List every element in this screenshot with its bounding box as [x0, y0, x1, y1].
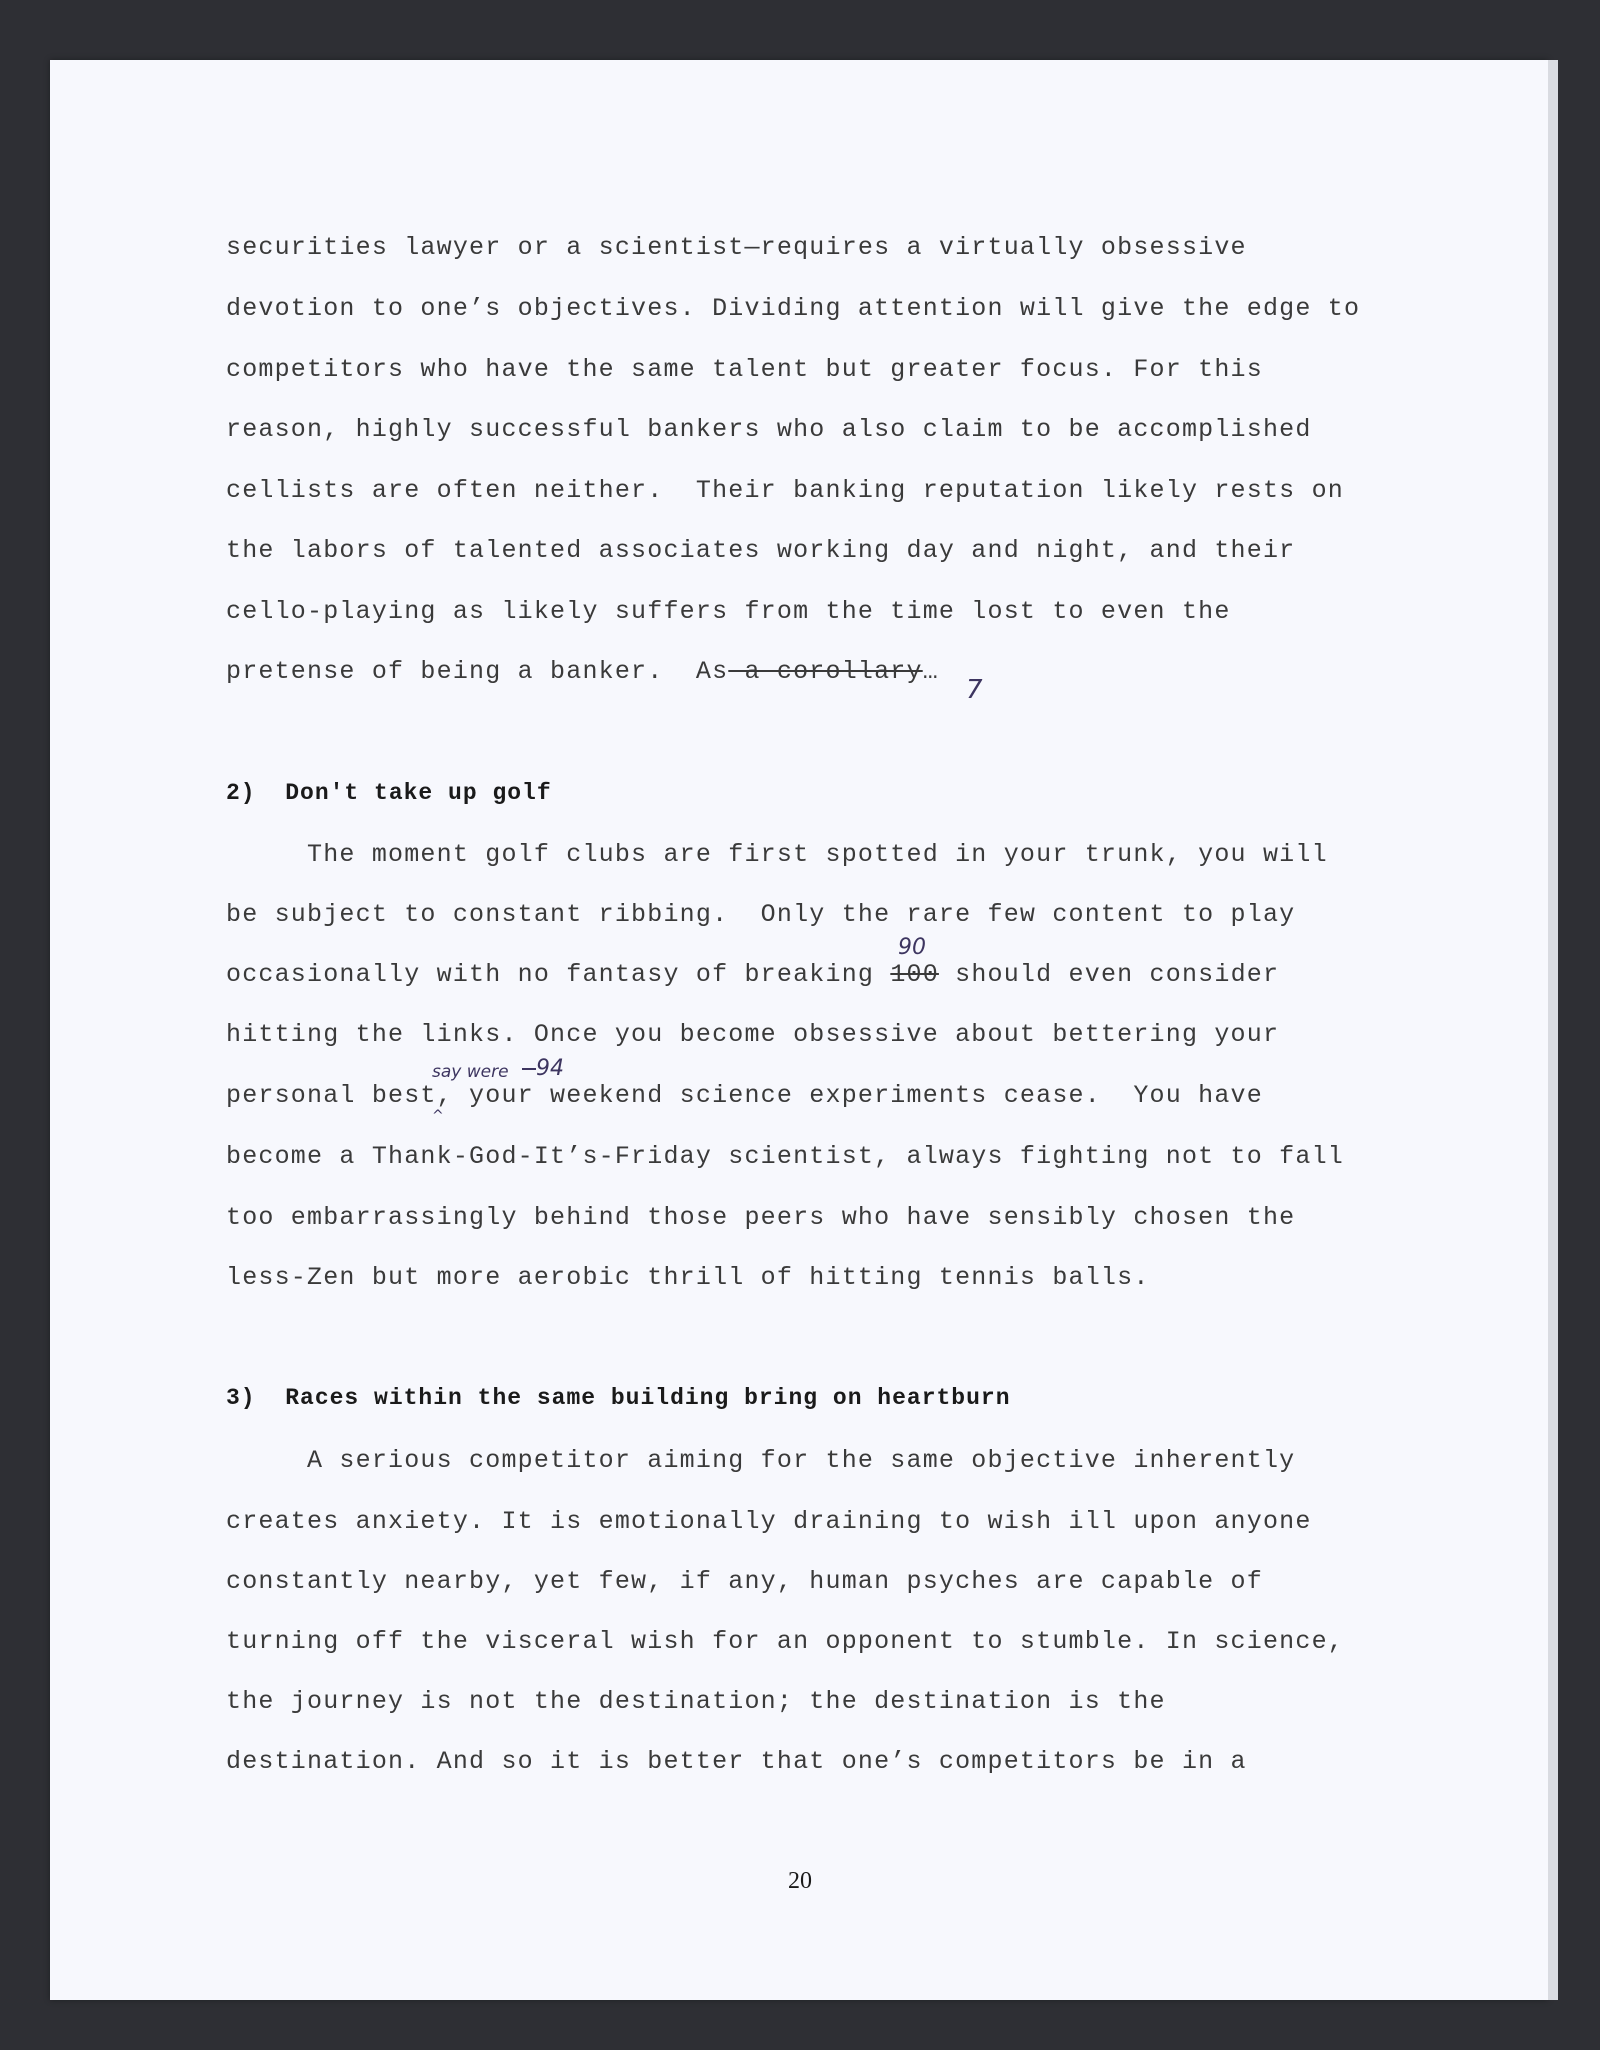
text-line: be subject to constant ribbing. Only the rare few content to play — [226, 900, 1296, 929]
margin-mark: 7 — [966, 675, 983, 705]
section-heading: 3) Races within the same building bring on heartburn — [226, 1385, 1011, 1411]
text-line: devotion to one’s objectives. Dividing attention will give the edge to — [226, 294, 1361, 323]
text-line: creates anxiety. It is emotionally draining to wish ill upon anyone — [226, 1507, 1312, 1536]
page-number: 20 — [788, 1868, 812, 1894]
text-line: turning off the visceral wish for an opponent to stumble. In science, — [226, 1627, 1344, 1656]
text-line: personal best, your weekend science experiments cease. You have — [226, 1081, 1263, 1110]
section-heading: 2) Don't take up golf — [226, 780, 552, 806]
text-line: the journey is not the destination; the destination is the — [226, 1687, 1166, 1716]
handwritten-number: 94 — [536, 1056, 564, 1081]
text-line: A serious competitor aiming for the same objective inherently — [226, 1446, 1296, 1475]
text-line-with-strikeout — [226, 657, 939, 687]
text-line: the labors of talented associates working day and night, and their — [226, 536, 1296, 565]
text-line: competitors who have the same talent but greater focus. For this — [226, 355, 1263, 384]
text-segment: should even consider — [938, 960, 1280, 989]
text-line: securities lawyer or a scientist—requires a virtually obsessive — [226, 233, 1247, 262]
text-line: constantly nearby, yet few, if any, human psyches are capable of — [226, 1567, 1263, 1596]
text-line: cellists are often neither. Their banking reputation likely rests on — [226, 476, 1344, 505]
text-segment: pretense of being a banker. As — [226, 657, 729, 686]
text-line: destination. And so it is better that one’s competitors be in a — [226, 1747, 1247, 1776]
text-line: The moment golf clubs are first spotted in your trunk, you will — [226, 840, 1328, 869]
text-line: reason, highly successful bankers who also claim to be accomplished — [226, 415, 1312, 444]
handwritten-note: say were — [432, 1062, 509, 1082]
text-line: too embarrassingly behind those peers who have sensibly chosen the — [226, 1203, 1296, 1232]
caret-mark: ^ — [432, 1108, 444, 1124]
text-line: less-Zen but more aerobic thrill of hitting tennis balls. — [226, 1263, 1150, 1292]
struck-text: a corollary — [728, 657, 923, 686]
text-line: become a Thank-God-It’s-Friday scientist, always fighting not to fall — [226, 1142, 1344, 1171]
text-line: hitting the links. Once you become obsessive about bettering your — [226, 1020, 1280, 1049]
text-line-with-strikeout — [226, 960, 1279, 990]
text-line: cello-playing as likely suffers from the time lost to even the — [226, 597, 1231, 626]
text-segment: occasionally with no fantasy of breaking — [226, 960, 891, 989]
page-edge — [1548, 60, 1558, 2000]
struck-text: 100 — [890, 960, 939, 989]
text-segment: … — [922, 657, 939, 686]
handwritten-correction: 90 — [898, 935, 926, 960]
handwritten-correction — [522, 1056, 564, 1081]
